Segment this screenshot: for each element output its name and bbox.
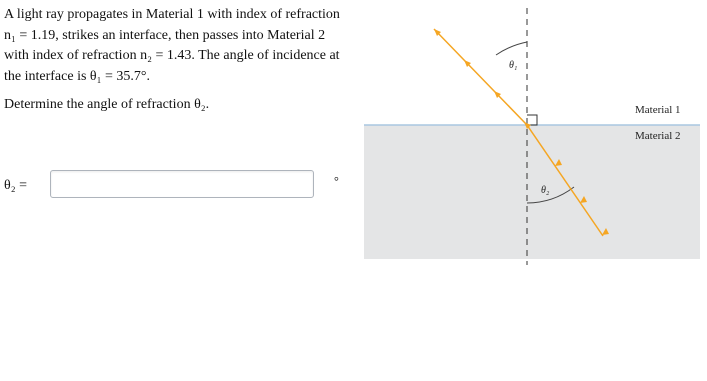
- material1-label: Material 1: [635, 104, 681, 116]
- degree-unit: °: [334, 174, 339, 188]
- answer-label: θ₂ =: [4, 178, 27, 193]
- question-text: Determine the angle of refraction θ₂.: [4, 97, 210, 112]
- problem-line-1: A light ray propagates in Material 1 with index of refraction: [4, 7, 340, 22]
- problem-line-4: the interface is θ₁ = 35.7°.: [4, 68, 150, 84]
- problem-line-3: with index of refraction n₂ = 1.43. The angle of incidence at: [4, 48, 340, 63]
- answer-row: [4, 170, 339, 202]
- theta2-label: θ₂: [541, 185, 550, 196]
- right-angle-marker: [527, 115, 537, 125]
- refraction-diagram: [360, 0, 707, 270]
- theta1-arc: [496, 42, 527, 55]
- material2-label: Material 2: [635, 130, 681, 142]
- problem-statement: [4, 5, 344, 116]
- problem-line-2: n₁ = 1.19, strikes an interface, then passes into Material 2: [4, 27, 326, 43]
- refraction-svg: [360, 0, 707, 270]
- theta2-answer-input[interactable]: [50, 170, 314, 198]
- incident-ray: [434, 29, 531, 129]
- theta1-label: θ₁: [509, 60, 518, 71]
- material2-region: [364, 125, 700, 259]
